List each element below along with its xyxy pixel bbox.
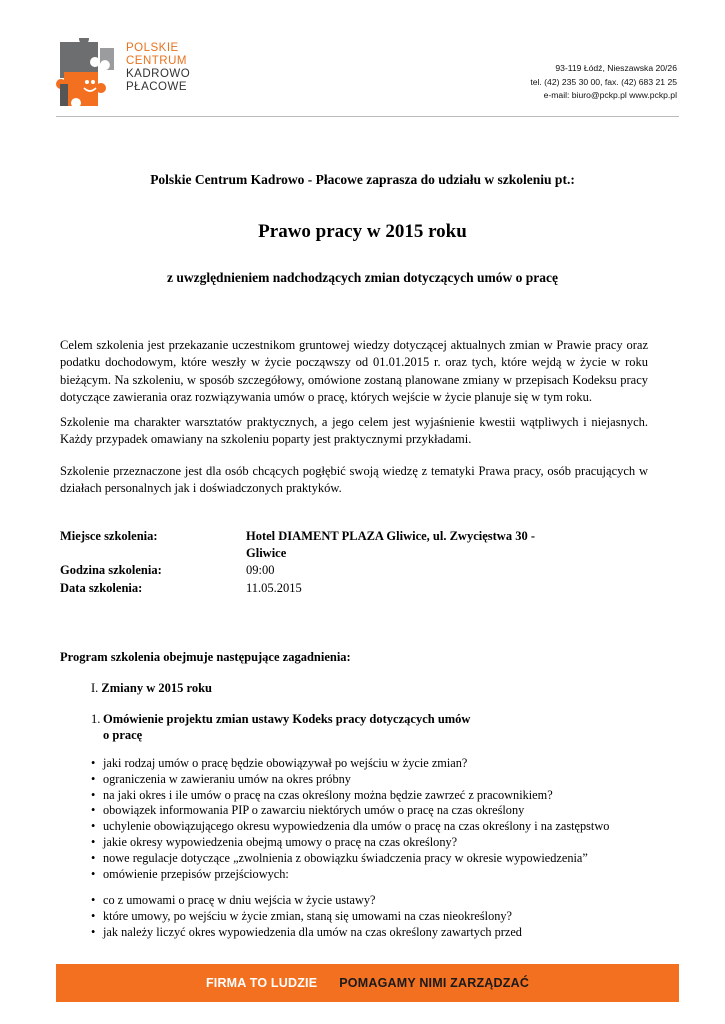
list-item: • na jaki okres i ile umów o pracę na czas określony można będzie zawrzeć z pracownikiem? xyxy=(91,788,609,804)
training-subtitle: z uwzględnieniem nadchodzących zmian dotyczących umów o pracę xyxy=(166,270,559,285)
place-value xyxy=(246,528,546,561)
place-value-line-2: Gliwice xyxy=(246,545,287,560)
list-item: • omówienie przepisów przejściowych: xyxy=(91,867,609,883)
footer-banner xyxy=(56,964,679,1002)
list-item: • uchylenie obowiązującego okresu wypowiedzenia dla umów o pracę na czas określony i na zastępstwo xyxy=(91,819,609,835)
list-item: • jakie okresy wypowiedzenia obejmą umowy o pracę na czas określony? xyxy=(91,835,609,851)
footer-slogan-right: POMAGAMY NIMI ZARZĄDZAĆ xyxy=(339,976,530,990)
contact-email: e-mail: biuro@pckp.pl www.pckp.pl xyxy=(543,90,677,100)
section-numbered xyxy=(91,711,491,743)
list-item: • ograniczenia w zawieraniu umów na okres próbny xyxy=(91,772,609,788)
training-title: Prawo pracy w 2015 roku xyxy=(258,221,467,242)
logo-line-2: CENTRUM xyxy=(126,55,187,67)
logo-line-3: KADROWO xyxy=(126,68,191,80)
list-item: • jak należy liczyć okres wypowiedzenia dla umów na czas określony zawartych przed xyxy=(91,925,522,941)
section-roman-number: I. xyxy=(91,681,99,695)
topic-list-2 xyxy=(91,893,522,940)
training-details xyxy=(60,528,546,597)
company-logo xyxy=(56,38,206,114)
section-roman xyxy=(91,681,212,696)
footer-slogan-left: FIRMA TO LUDZIE xyxy=(205,976,318,990)
logo-line-1: POLSKIE xyxy=(126,42,179,54)
list-item: • które umowy, po wejściu w życie zmian, staną się umowami na czas nieokreślony? xyxy=(91,909,522,925)
paragraph-format: Szkolenie ma charakter warsztatów praktycznych, a jego celem jest wyjaśnienie kwestii wątpliwych i niejasnych. Każdy przypadek omawiany na szkoleniu poparty jest praktycznymi przykładami. xyxy=(60,415,648,447)
intro-line: Polskie Centrum Kadrowo - Płacowe zaprasza do udziału w szkoleniu pt.: xyxy=(150,172,575,187)
place-value-line-1: Hotel DIAMENT PLAZA Gliwice, ul. Zwycięstwa 30 - xyxy=(246,529,535,543)
list-item: • obowiązek informowania PIP o zawarciu niektórych umów o pracę na czas określony xyxy=(91,803,609,819)
time-label: Godzina szkolenia: xyxy=(60,563,162,577)
detail-row-date xyxy=(60,580,546,597)
puzzle-logo-icon xyxy=(56,38,122,114)
list-item: • jaki rodzaj umów o pracę będzie obowiązywał po wejściu w życie zmian? xyxy=(91,756,609,772)
section-roman-title: Zmiany w 2015 roku xyxy=(101,681,212,695)
contact-address: 93-119 Łódź, Nieszawska 20/26 xyxy=(555,63,677,73)
date-value: 11.05.2015 xyxy=(246,580,302,595)
section-number: 1. xyxy=(91,712,101,726)
list-item: • nowe regulacje dotyczące „zwolnienia z obowiązku świadczenia pracy w okresie wypowiedzenia” xyxy=(91,851,609,867)
detail-row-time xyxy=(60,562,546,579)
place-label: Miejsce szkolenia: xyxy=(60,529,158,543)
topic-list-1 xyxy=(91,756,609,882)
contact-info xyxy=(530,62,677,103)
date-label: Data szkolenia: xyxy=(60,580,143,595)
section-title-line-1: Omówienie projektu zmian ustawy Kodeks pracy dotyczących umów xyxy=(103,712,471,726)
section-title-line-2: o pracę xyxy=(103,728,143,742)
logo-line-4: PŁACOWE xyxy=(126,81,188,93)
header-divider xyxy=(56,116,679,117)
detail-row-place xyxy=(60,528,546,561)
section-title xyxy=(103,711,491,743)
program-heading: Program szkolenia obejmuje następujące zagadnienia: xyxy=(60,650,351,664)
contact-phone: tel. (42) 235 30 00, fax. (42) 683 21 25 xyxy=(530,76,677,87)
paragraph-goal: Celem szkolenia jest przekazanie uczestnikom gruntowej wiedzy dotyczącej aktualnych zmian w Prawie pracy oraz podatku dochodowym, które weszły w życie począwszy od 01.01.2015 r. oraz tych, które wejdą w życie w roku bieżącym. Na szkoleniu, w sposób szczegółowy, omówione zostaną planowane zmiany w przepisach Kodeksu pracy dotyczące zawierania oraz rozwiązywania umów o pracę, których wejście w życie planuje się w tym roku. xyxy=(60,338,648,404)
logo-wordmark xyxy=(126,42,190,94)
time-value: 09:00 xyxy=(246,563,275,577)
list-item: • co z umowami o pracę w dniu wejścia w życie ustawy? xyxy=(91,893,522,909)
paragraph-audience: Szkolenie przeznaczone jest dla osób chcących pogłębić swoją wiedzę z tematyki Prawa pracy, osób pracujących w działach personalnych jak i doświadczonych praktyków. xyxy=(60,464,648,496)
